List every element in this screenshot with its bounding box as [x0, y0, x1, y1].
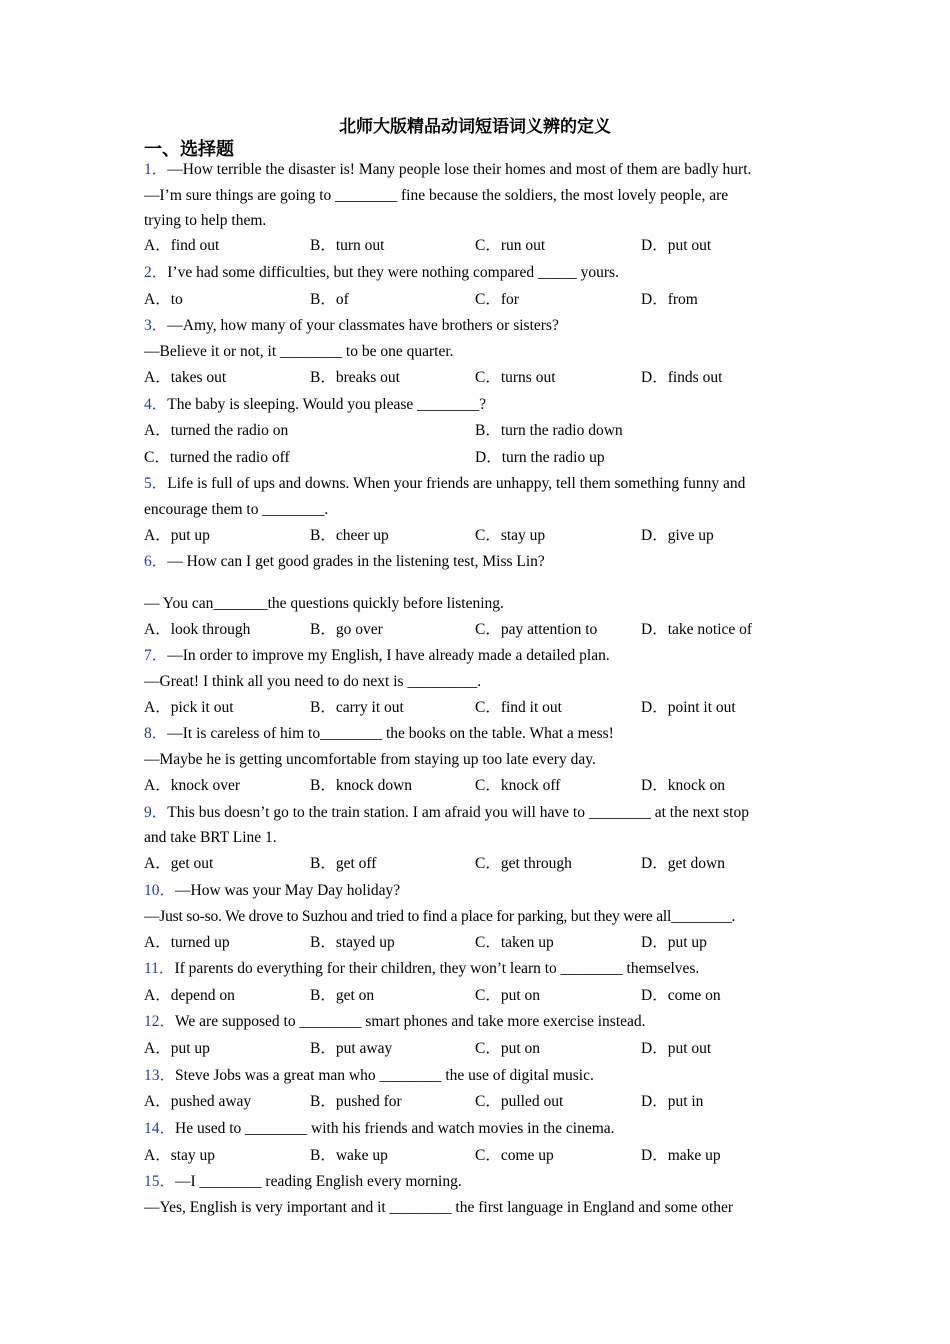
question-1-line-1: 1．—How terrible the disaster is! Many people lose their homes and most of them are badly hurt.: [144, 161, 752, 178]
question-10-line-2: —Just so-so. We drove to Suzhou and tried to find a place for parking, but they were all________.: [144, 908, 736, 925]
q7-option-d: D．point it out: [641, 699, 736, 716]
question-6-line-1: 6．— How can I get good grades in the listening test, Miss Lin?: [144, 553, 545, 570]
q14-option-c: C．come up: [475, 1147, 554, 1164]
question-number: 8．: [144, 725, 168, 742]
q1-option-d: D．put out: [641, 237, 712, 254]
question-number: 2．: [144, 264, 168, 281]
question-number: 5．: [144, 475, 168, 492]
question-12-line-1: 12．We are supposed to ________ smart phones and take more exercise instead.: [144, 1013, 646, 1030]
q5-option-a: A．put up: [144, 527, 210, 544]
q9-option-c: C．get through: [475, 855, 572, 872]
q2-option-d: D．from: [641, 291, 698, 308]
q3-option-c: C．turns out: [475, 369, 556, 386]
section-heading: 一、选择题: [144, 139, 234, 159]
q12-option-a: A．put up: [144, 1040, 210, 1057]
q2-option-a: A．to: [144, 291, 183, 308]
question-number: 13．: [144, 1067, 176, 1084]
q5-option-c: C．stay up: [475, 527, 546, 544]
question-5-line-2: encourage them to ________.: [144, 501, 329, 518]
q12-option-c: C．put on: [475, 1040, 541, 1057]
question-8-line-2: —Maybe he is getting uncomfortable from staying up too late every day.: [144, 751, 596, 768]
q8-option-b: B．knock down: [310, 777, 413, 794]
q8-option-d: D．knock on: [641, 777, 725, 794]
question-number: 11．: [144, 960, 175, 977]
question-14-line-1: 14．He used to ________ with his friends and watch movies in the cinema.: [144, 1120, 615, 1137]
q13-option-a: A．pushed away: [144, 1093, 252, 1110]
question-number: 10．: [144, 882, 176, 899]
q6-option-d: D．take notice of: [641, 621, 753, 638]
q9-option-a: A．get out: [144, 855, 214, 872]
q13-option-b: B．pushed for: [310, 1093, 402, 1110]
question-number: 6．: [144, 553, 168, 570]
q12-option-b: B．put away: [310, 1040, 393, 1057]
q7-option-a: A．pick it out: [144, 699, 234, 716]
question-1-line-3: trying to help them.: [144, 212, 267, 229]
q10-option-c: C．taken up: [475, 934, 554, 951]
question-3-line-2: —Believe it or not, it ________ to be one quarter.: [144, 343, 454, 360]
q7-option-c: C．find it out: [475, 699, 562, 716]
q14-option-d: D．make up: [641, 1147, 721, 1164]
q6-option-c: C．pay attention to: [475, 621, 598, 638]
question-7-line-2: —Great! I think all you need to do next is _________.: [144, 673, 482, 690]
question-3-line-1: 3．—Amy, how many of your classmates have brothers or sisters?: [144, 317, 559, 334]
q13-option-d: D．put in: [641, 1093, 704, 1110]
q14-option-a: A．stay up: [144, 1147, 216, 1164]
question-9-line-1: 9．This bus doesn’t go to the train station. I am afraid you will have to ________ at the next stop: [144, 804, 749, 821]
q9-option-b: B．get off: [310, 855, 377, 872]
question-number: 4．: [144, 396, 168, 413]
q11-option-a: A．depend on: [144, 987, 235, 1004]
q6-option-a: A．look through: [144, 621, 251, 638]
question-8-line-1: 8．—It is careless of him to________ the books on the table. What a mess!: [144, 725, 614, 742]
question-6-line-2: — You can_______the questions quickly before listening.: [144, 595, 504, 612]
question-number: 9．: [144, 804, 168, 821]
q2-option-b: B．of: [310, 291, 349, 308]
q10-option-a: A．turned up: [144, 934, 230, 951]
question-4-line-1: 4．The baby is sleeping. Would you please ________?: [144, 396, 487, 413]
q5-option-b: B．cheer up: [310, 527, 389, 544]
question-15-line-2: —Yes, English is very important and it ________ the first language in England and some other: [144, 1199, 734, 1216]
q2-option-c: C．for: [475, 291, 519, 308]
q1-option-b: B．turn out: [310, 237, 385, 254]
q4-option-c: C．turned the radio off: [144, 449, 290, 466]
q10-option-b: B．stayed up: [310, 934, 395, 951]
question-15-line-1: 15．—I ________ reading English every morning.: [144, 1173, 462, 1190]
q5-option-d: D．give up: [641, 527, 714, 544]
q7-option-b: B．carry it out: [310, 699, 404, 716]
question-7-line-1: 7．—In order to improve my English, I have already made a detailed plan.: [144, 647, 610, 664]
question-number: 15．: [144, 1173, 176, 1190]
page-title: 北师大版精品动词短语词义辨的定义: [339, 117, 611, 136]
question-2-line-1: 2．I’ve had some difficulties, but they were nothing compared _____ yours.: [144, 264, 619, 281]
q1-option-a: A．find out: [144, 237, 220, 254]
q4-option-d: D．turn the radio up: [475, 449, 605, 466]
question-10-line-1: 10．—How was your May Day holiday?: [144, 882, 401, 899]
question-number: 3．: [144, 317, 168, 334]
question-number: 1．: [144, 161, 168, 178]
q3-option-d: D．finds out: [641, 369, 723, 386]
q1-option-c: C．run out: [475, 237, 546, 254]
question-11-line-1: 11．If parents do everything for their children, they won’t learn to ________ themselves.: [144, 960, 700, 977]
q3-option-b: B．breaks out: [310, 369, 400, 386]
question-9-line-2: and take BRT Line 1.: [144, 829, 277, 846]
q8-option-a: A．knock over: [144, 777, 240, 794]
question-13-line-1: 13．Steve Jobs was a great man who ________ the use of digital music.: [144, 1067, 594, 1084]
q11-option-d: D．come on: [641, 987, 721, 1004]
q13-option-c: C．pulled out: [475, 1093, 564, 1110]
q10-option-d: D．put up: [641, 934, 707, 951]
q9-option-d: D．get down: [641, 855, 725, 872]
q6-option-b: B．go over: [310, 621, 383, 638]
q14-option-b: B．wake up: [310, 1147, 388, 1164]
q4-option-a: A．turned the radio on: [144, 422, 289, 439]
q12-option-d: D．put out: [641, 1040, 712, 1057]
q8-option-c: C．knock off: [475, 777, 561, 794]
q3-option-a: A．takes out: [144, 369, 227, 386]
question-5-line-1: 5．Life is full of ups and downs. When your friends are unhappy, tell them something funny and: [144, 475, 746, 492]
question-1-line-2: —I’m sure things are going to ________ fine because the soldiers, the most lovely people, are: [144, 187, 729, 204]
q4-option-b: B．turn the radio down: [475, 422, 623, 439]
q11-option-b: B．get on: [310, 987, 375, 1004]
q11-option-c: C．put on: [475, 987, 541, 1004]
question-number: 7．: [144, 647, 168, 664]
question-number: 12．: [144, 1013, 176, 1030]
question-number: 14．: [144, 1120, 176, 1137]
